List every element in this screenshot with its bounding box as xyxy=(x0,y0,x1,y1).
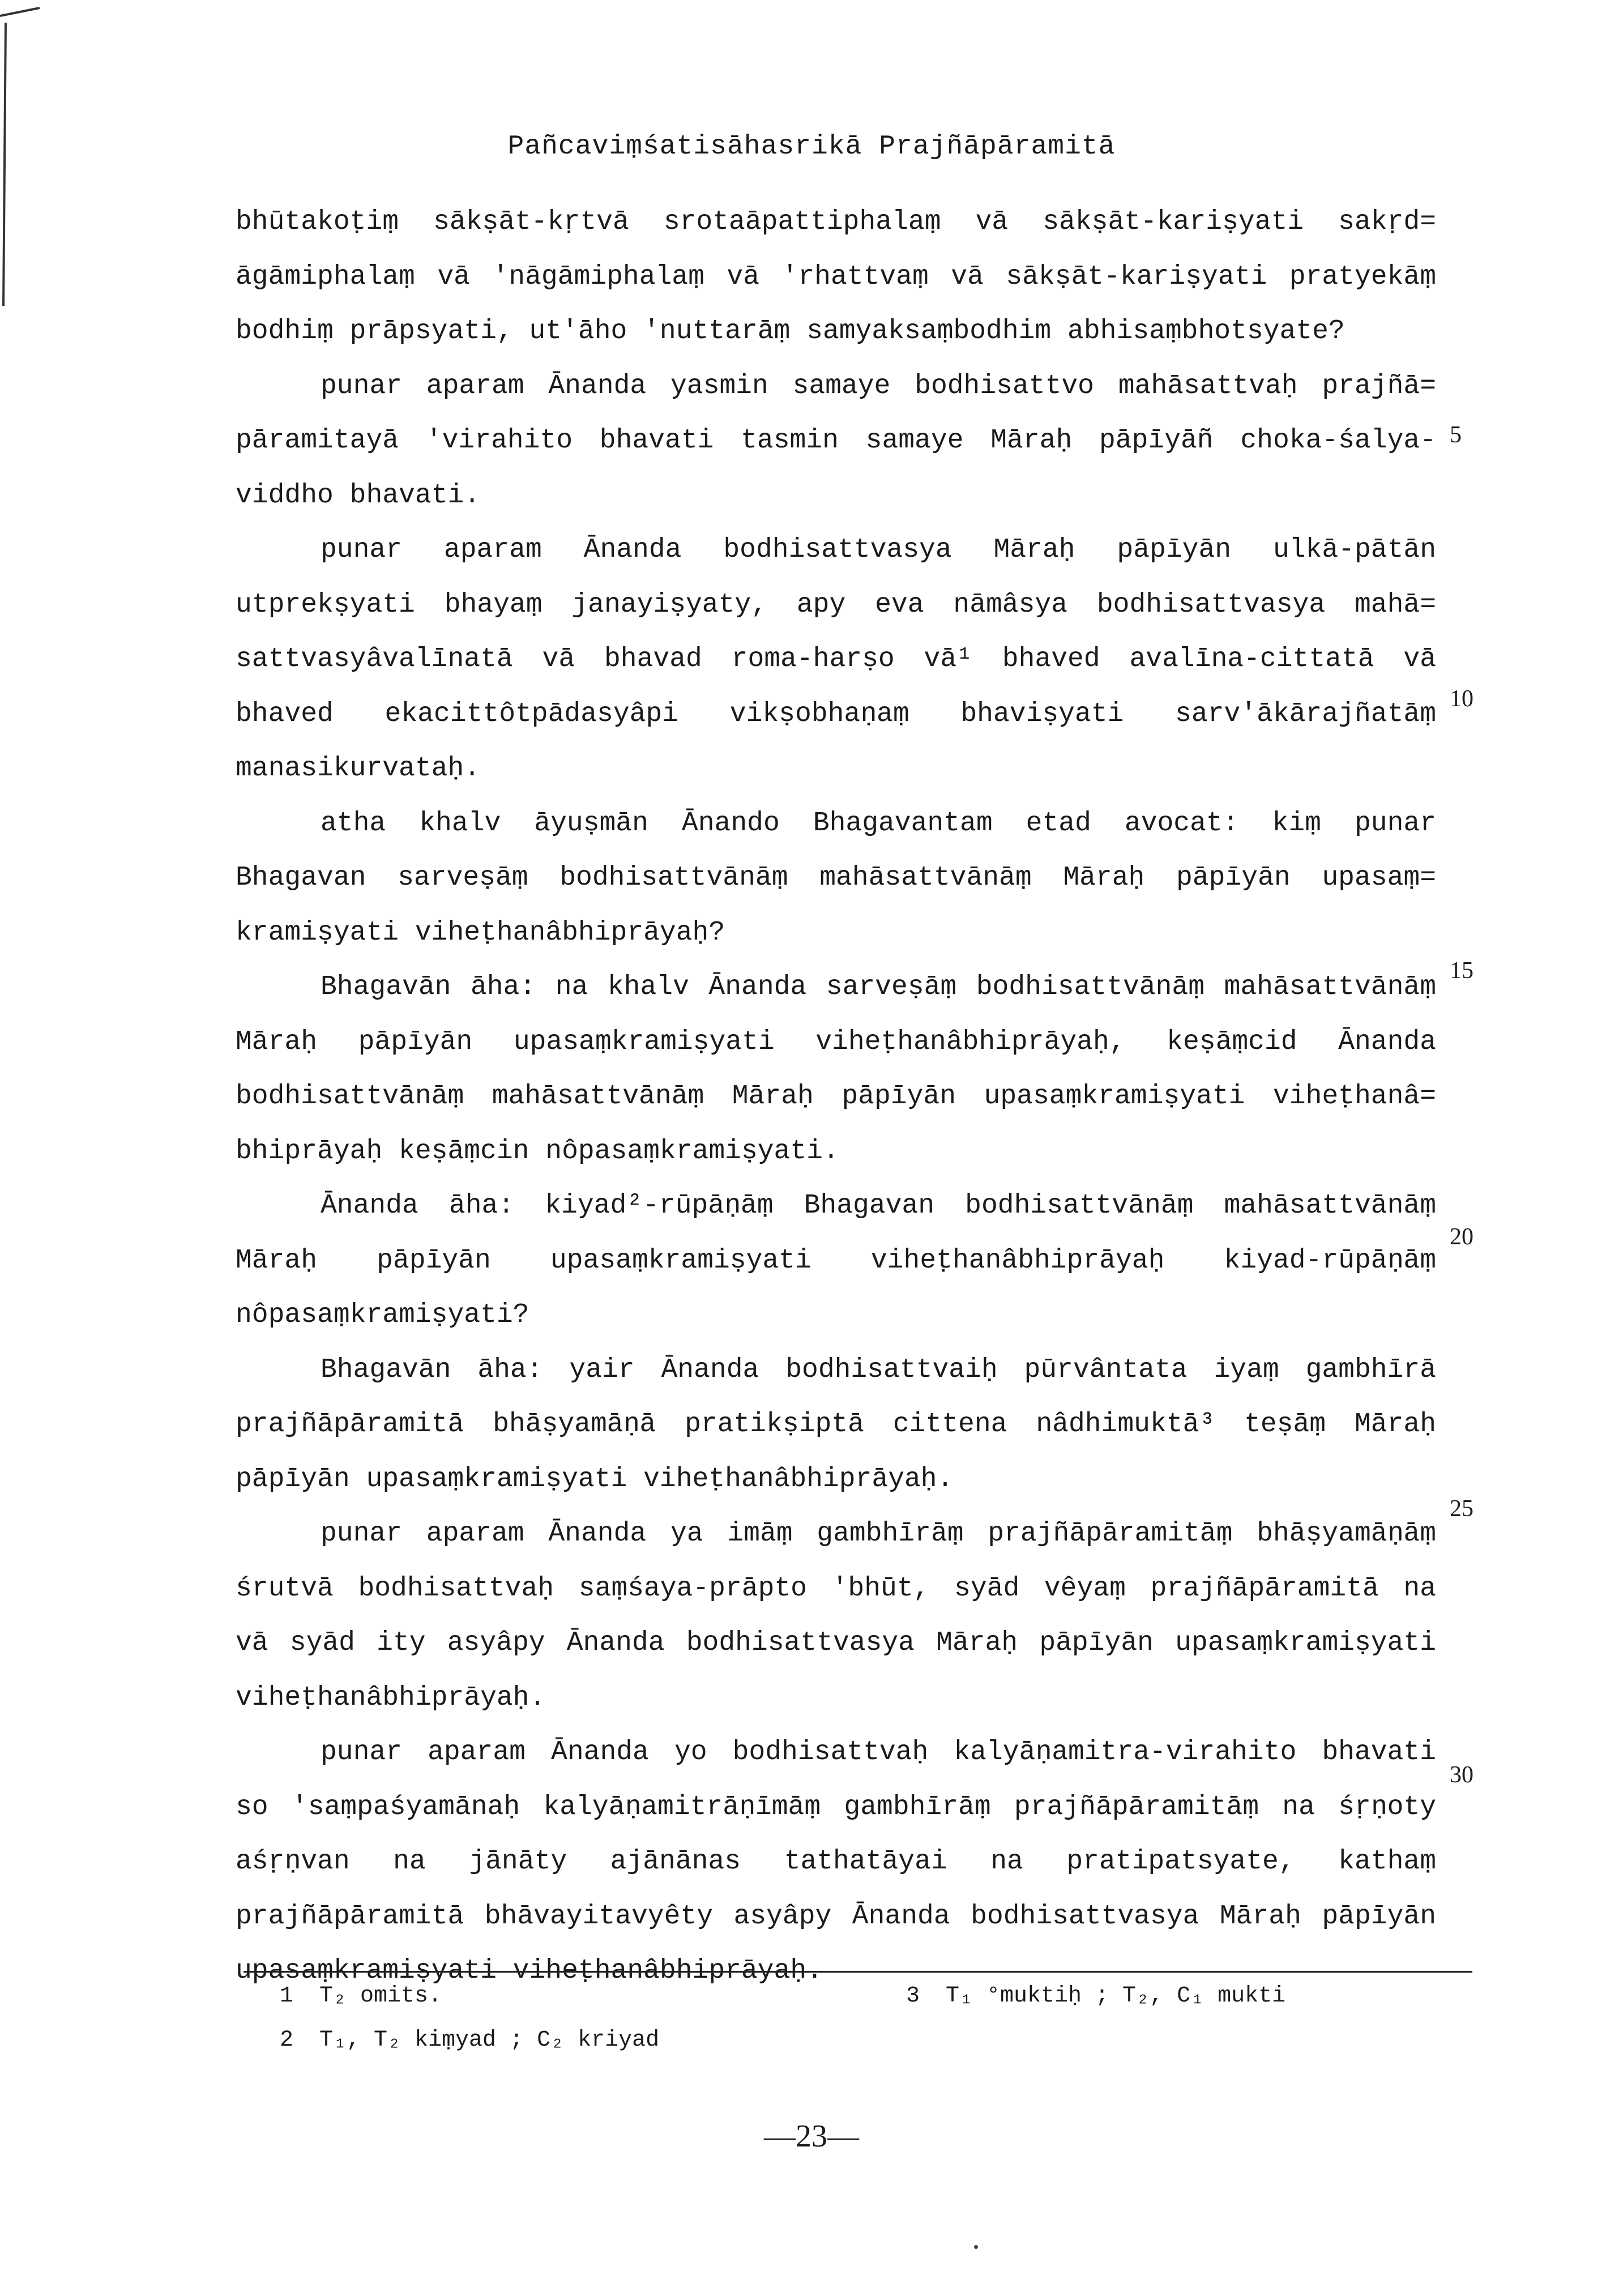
running-header: Pañcaviṃśatisāhasrikā Prajñāpāramitā xyxy=(507,131,1116,162)
text-line: punar aparam Ānanda ya imāṃ gambhīrāṃ prajñāpāramitāṃ bhāṣyamāṇāṃ xyxy=(321,1518,1436,1549)
text-line: manasikurvataḥ. xyxy=(236,753,481,784)
footnote-text: T₁, T₂ kiṃyad ; C₂ kriyad xyxy=(319,2028,660,2053)
footnote-number: 3 xyxy=(906,1983,920,2009)
text-line: so 'saṃpaśyamānaḥ kalyāṇamitrāṇīmāṃ gambhīrāṃ prajñāpāramitāṃ na śṛṇoty xyxy=(236,1791,1436,1823)
text-line: punar aparam Ānanda yasmin samaye bodhisattvo mahāsattvaḥ prajñā= xyxy=(321,370,1436,402)
text-line: atha khalv āyuṣmān Ānando Bhagavantam etad avocat: kiṃ punar xyxy=(321,808,1436,839)
text-line: bhaved ekacittôtpādasyâpi vikṣobhaṇaṃ bhaviṣyati sarv'ākārajñatāṃ xyxy=(236,698,1436,729)
footnote-text: T₂ omits. xyxy=(319,1983,442,2009)
text-line: Bhagavan sarveṣāṃ bodhisattvānāṃ mahāsattvānāṃ Māraḥ pāpīyān upasaṃ= xyxy=(236,863,1436,893)
text-line: nôpasaṃkramiṣyati? xyxy=(236,1300,529,1330)
text-line: Māraḥ pāpīyān upasaṃkramiṣyati viheṭhanâbhiprāyaḥ kiyad-rūpāṇāṃ xyxy=(236,1245,1436,1276)
text-line: bhiprāyaḥ keṣāṃcin nôpasaṃkramiṣyati. xyxy=(236,1136,839,1167)
text-line: Bhagavān āha: yair Ānanda bodhisattvaiḥ pūrvântata iyaṃ gambhīrā xyxy=(321,1354,1436,1385)
text-line: viddho bhavati. xyxy=(236,480,481,511)
text-line: bodhiṃ prāpsyati, ut'āho 'nuttarāṃ samyaksaṃbodhim abhisaṃbhotsyate? xyxy=(236,316,1345,347)
footnote-1 xyxy=(280,1983,442,2009)
footnote-text: T₁ °muktiḥ ; T₂, C₁ mukti xyxy=(946,1983,1286,2009)
text-line: pāpīyān upasaṃkramiṣyati viheṭhanâbhiprāyaḥ. xyxy=(236,1463,954,1495)
text-line: upasaṃkramiṣyati viheṭhanâbhiprāyaḥ. xyxy=(236,1956,823,1986)
line-number-15: 15 xyxy=(1450,958,1473,984)
scan-speck xyxy=(974,2245,978,2249)
page-number: —23— xyxy=(764,2119,859,2154)
text-line: aśṛṇvan na jānāty ajānānas tathatāyai na pratipatsyate, kathaṃ xyxy=(236,1846,1436,1877)
text-line: punar aparam Ānanda bodhisattvasya Māraḥ pāpīyān ulkā-pātān xyxy=(321,535,1436,565)
line-number-20: 20 xyxy=(1450,1224,1473,1250)
line-number-30: 30 xyxy=(1450,1762,1473,1788)
text-line: bodhisattvānāṃ mahāsattvānāṃ Māraḥ pāpīyān upasaṃkramiṣyati viheṭhanâ= xyxy=(236,1081,1436,1112)
text-line: Māraḥ pāpīyān upasaṃkramiṣyati viheṭhanâbhiprāyaḥ, keṣāṃcid Ānanda xyxy=(236,1026,1436,1057)
body-text xyxy=(236,195,1436,1999)
line-number-5: 5 xyxy=(1450,422,1462,448)
text-line: pāramitayā 'virahito bhavati tasmin samaye Māraḥ pāpīyāñ choka-śalya- xyxy=(236,425,1436,456)
text-line: prajñāpāramitā bhāṣyamāṇā pratikṣiptā cittena nâdhimuktā³ teṣāṃ Māraḥ xyxy=(236,1409,1436,1440)
text-line: viheṭhanâbhiprāyaḥ. xyxy=(236,1682,546,1713)
text-line: āgāmiphalaṃ vā 'nāgāmiphalaṃ vā 'rhattvaṃ vā sākṣāt-kariṣyati pratyekāṃ xyxy=(236,261,1436,292)
text-line: prajñāpāramitā bhāvayitavyêty asyâpy Ānanda bodhisattvasya Māraḥ pāpīyān xyxy=(236,1901,1436,1932)
text-line: kramiṣyati viheṭhanâbhiprāyaḥ? xyxy=(236,917,725,948)
text-line: bhūtakoṭiṃ sākṣāt-kṛtvā srotaāpattiphalaṃ vā sākṣāt-kariṣyati sakṛd= xyxy=(236,207,1436,237)
line-number-10: 10 xyxy=(1450,686,1473,712)
text-line: utprekṣyati bhayaṃ janayiṣyaty, apy eva nāmâsya bodhisattvasya mahā= xyxy=(236,589,1436,620)
text-line: punar aparam Ānanda yo bodhisattvaḥ kalyāṇamitra-virahito bhavati xyxy=(321,1737,1436,1768)
footnote-number: 1 xyxy=(280,1983,294,2009)
footnote-rule xyxy=(244,1971,1472,1973)
text-line: śrutvā bodhisattvaḥ saṃśaya-prāpto 'bhūt, syād vêyaṃ prajñāpāramitā na xyxy=(236,1573,1436,1604)
text-line: sattvasyâvalīnatā vā bhavad roma-harṣo vā¹ bhaved avalīna-cittatā vā xyxy=(236,644,1436,675)
text-line: vā syād ity asyâpy Ānanda bodhisattvasya Māraḥ pāpīyān upasaṃkramiṣyati xyxy=(236,1628,1436,1658)
footnote-3 xyxy=(906,1983,1285,2009)
text-line: Bhagavān āha: na khalv Ānanda sarveṣāṃ bodhisattvānāṃ mahāsattvānāṃ xyxy=(321,972,1436,1002)
footnote-number: 2 xyxy=(280,2028,294,2053)
footnote-2 xyxy=(280,2028,659,2053)
text-line: Ānanda āha: kiyad²-rūpāṇāṃ Bhagavan bodhisattvānāṃ mahāsattvānāṃ xyxy=(321,1190,1436,1221)
line-number-25: 25 xyxy=(1450,1496,1473,1522)
